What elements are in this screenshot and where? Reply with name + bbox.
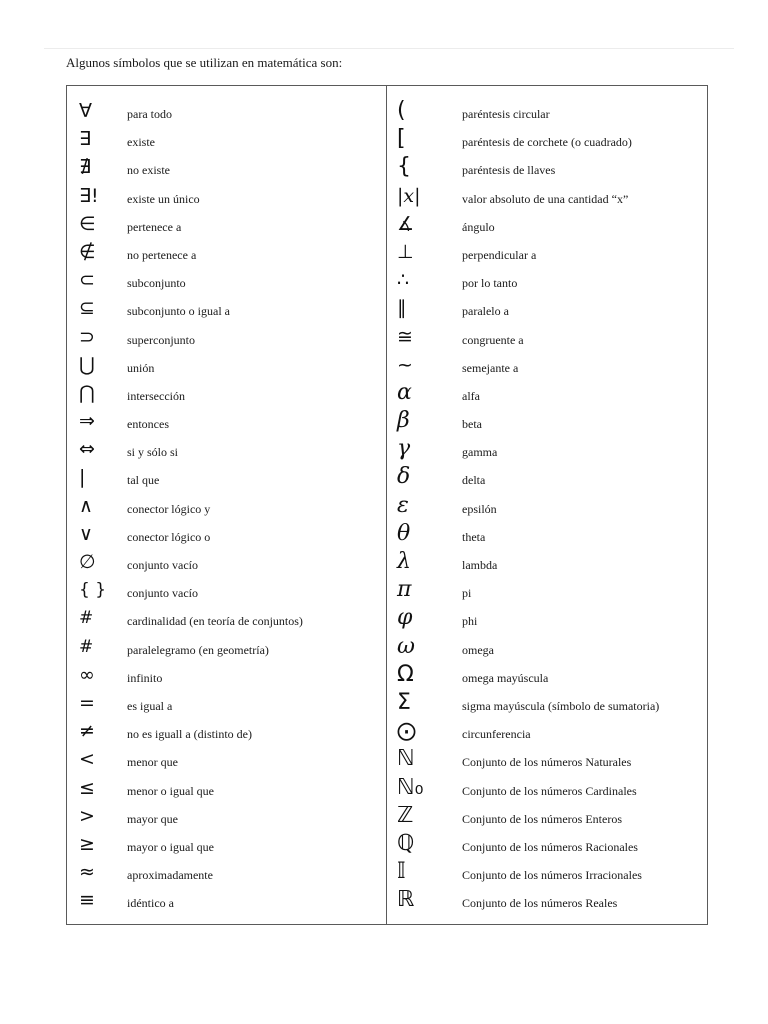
symbol-row	[67, 664, 386, 692]
not-equal-icon: ≠	[79, 720, 95, 743]
symbol-description: congruente a	[462, 332, 524, 347]
symbol-description: mayor que	[127, 811, 178, 826]
greater-or-equal-icon: ≥	[79, 832, 95, 855]
superset-icon: ⊃	[79, 325, 95, 348]
symbol-description: theta	[462, 529, 486, 544]
symbol-description: subconjunto	[127, 276, 186, 291]
symbol-row	[387, 607, 708, 635]
omega-icon: ω	[397, 633, 415, 659]
subset-or-equal-icon: ⊆	[79, 297, 95, 320]
symbol-description: omega mayúscula	[462, 670, 549, 685]
symbol-row	[387, 326, 708, 354]
symbol-row	[67, 382, 386, 410]
symbol-description: Conjunto de los números Racionales	[462, 839, 638, 854]
perpendicular-icon: ⊥	[397, 240, 414, 263]
symbol-description: tal que	[127, 473, 160, 488]
symbol-description: Conjunto de los números Irracionales	[462, 868, 642, 883]
symbol-description: existe un único	[127, 191, 200, 206]
symbol-row	[67, 410, 386, 438]
symbol-description: conector lógico o	[127, 529, 211, 544]
symbol-description: omega	[462, 642, 494, 657]
exists-icon: ∃	[79, 128, 92, 151]
approximately-icon: ≈	[79, 861, 95, 884]
symbol-description: no pertenece a	[127, 247, 197, 262]
symbol-row	[67, 833, 386, 861]
symbol-description: paréntesis de corchete (o cuadrado)	[462, 135, 632, 150]
symbol-description: entonces	[127, 417, 169, 432]
round-bracket-icon: (	[397, 98, 406, 123]
epsilon-icon: ε	[397, 492, 409, 518]
symbol-row	[387, 128, 708, 156]
phi-icon: φ	[397, 605, 413, 631]
for-all-icon: ∀	[79, 100, 92, 122]
naturals-icon: ℕ	[397, 746, 415, 772]
symbol-row	[387, 156, 708, 184]
symbol-row	[67, 889, 386, 917]
symbol-row	[387, 100, 708, 128]
symbol-description: unión	[127, 360, 155, 375]
symbol-row	[67, 466, 386, 494]
logical-or-icon: ∨	[79, 522, 93, 545]
symbol-description: si y sólo si	[127, 445, 179, 460]
symbol-row	[67, 523, 386, 551]
symbol-row	[67, 269, 386, 297]
symbol-row	[387, 492, 708, 523]
symbol-description: epsilón	[462, 501, 497, 516]
integers-icon: ℤ	[397, 802, 414, 828]
symbol-description: para todo	[127, 107, 172, 121]
lambda-icon: λ	[397, 549, 411, 574]
symbol-row	[67, 607, 386, 635]
rationals-icon: ℚ	[397, 830, 415, 856]
symbol-description: intersección	[127, 388, 185, 403]
irrationals-icon: 𝕀	[397, 859, 406, 885]
right-column	[387, 100, 708, 917]
less-than-icon: <	[79, 748, 95, 771]
symbol-description: ángulo	[462, 219, 495, 234]
symbol-description: menor que	[127, 755, 178, 770]
symbol-description: paralelegramo (en geometría)	[127, 642, 269, 657]
symbol-row	[67, 241, 386, 269]
greater-than-icon: >	[79, 804, 95, 827]
element-of-icon: ∈	[79, 212, 96, 235]
symbol-row	[387, 689, 708, 720]
if-and-only-if-icon: ⇔	[79, 438, 95, 461]
symbol-description: lambda	[462, 558, 498, 572]
symbol-row	[67, 805, 386, 833]
congruent-icon: ≅	[397, 325, 413, 348]
symbol-row	[387, 410, 708, 438]
symbol-row	[67, 438, 386, 466]
symbol-description: alfa	[462, 388, 480, 403]
union-icon: ⋃	[79, 353, 95, 376]
gamma-icon: γ	[397, 436, 411, 462]
symbol-description: idéntico a	[127, 896, 174, 911]
symbol-row	[67, 495, 386, 523]
cardinality-icon: #	[79, 608, 94, 629]
symbol-row	[67, 354, 386, 382]
similar-icon: ~	[397, 353, 413, 376]
symbol-description: es igual a	[127, 698, 173, 713]
capital-sigma-icon: Σ	[397, 689, 411, 715]
symbol-row	[387, 354, 708, 382]
less-or-equal-icon: ≤	[79, 776, 95, 799]
symbol-description: phi	[462, 614, 478, 629]
logical-and-icon: ∧	[79, 494, 93, 517]
symbol-row	[67, 579, 386, 607]
angle-icon: ∡	[397, 212, 415, 235]
symbol-description: sigma mayúscula (símbolo de sumatoria)	[462, 698, 660, 713]
symbol-row	[387, 269, 708, 297]
symbol-row	[387, 802, 708, 833]
symbol-description: perpendicular a	[462, 247, 537, 262]
symbol-row	[387, 213, 708, 241]
symbol-description: cardinalidad (en teoría de conjuntos)	[127, 614, 303, 629]
symbol-description: aproximadamente	[127, 868, 213, 883]
symbol-row	[67, 551, 386, 579]
empty-braces-icon: { }	[79, 580, 107, 601]
symbol-row	[67, 185, 386, 213]
symbol-row	[387, 438, 708, 466]
alpha-icon: α	[397, 379, 412, 405]
infinity-icon: ∞	[79, 663, 95, 686]
not-exists-icon: ∄	[79, 156, 92, 179]
symbol-description: superconjunto	[127, 332, 195, 347]
symbol-description: pertenece a	[127, 219, 182, 234]
symbol-row	[387, 661, 708, 692]
symbol-description: pi	[462, 586, 472, 601]
parallel-icon: ∥	[397, 297, 407, 320]
symbol-description: Conjunto de los números Enteros	[462, 811, 622, 826]
symbol-description: gamma	[462, 445, 498, 460]
such-that-icon: |	[79, 466, 86, 489]
symbol-description: conjunto vacío	[127, 586, 198, 601]
implies-icon: ⇒	[79, 410, 95, 433]
intro-text: Algunos símbolos que se utilizan en matemática son:	[66, 55, 343, 70]
symbol-row	[67, 100, 386, 128]
beta-icon: β	[397, 408, 410, 434]
symbol-description: por lo tanto	[462, 276, 518, 291]
symbol-description: Conjunto de los números Cardinales	[462, 783, 637, 798]
therefore-icon: ∴	[397, 269, 410, 292]
symbol-row	[67, 692, 386, 720]
symbol-row	[387, 861, 708, 889]
symbol-row	[387, 551, 708, 579]
symbol-description: Conjunto de los números Reales	[462, 896, 618, 911]
symbol-row	[387, 774, 708, 805]
symbol-row	[67, 720, 386, 748]
absolute-value-icon: |x|	[397, 184, 421, 207]
symbol-row	[67, 213, 386, 241]
reals-icon: ℝ	[397, 887, 415, 913]
symbol-description: menor o igual que	[127, 783, 214, 798]
symbol-row	[387, 297, 708, 325]
symbol-table	[66, 85, 708, 925]
subset-icon: ⊂	[79, 269, 95, 292]
symbol-description: subconjunto o igual a	[127, 304, 230, 319]
symbol-description: circunferencia	[462, 727, 531, 742]
identical-icon: ≡	[79, 889, 95, 912]
symbol-description: semejante a	[462, 360, 519, 375]
symbol-row	[387, 830, 708, 861]
symbol-description: delta	[462, 473, 486, 488]
symbol-description: paralelo a	[462, 304, 509, 319]
left-column	[67, 100, 386, 917]
not-element-of-icon: ∉	[79, 240, 96, 263]
symbol-description: paréntesis circular	[462, 107, 550, 121]
symbol-description: infinito	[127, 670, 163, 685]
symbol-description: existe	[127, 135, 155, 150]
symbol-row	[387, 633, 708, 664]
symbol-description: valor absoluto de una cantidad “x”	[462, 191, 629, 206]
curly-brace-icon: {	[397, 154, 411, 180]
parallelogram-icon: #	[79, 636, 94, 657]
top-divider	[44, 48, 734, 49]
symbol-row	[67, 748, 386, 776]
symbol-row	[67, 636, 386, 664]
symbol-description: conector lógico y	[127, 501, 211, 516]
symbol-description: conjunto vacío	[127, 558, 198, 572]
symbol-row	[67, 326, 386, 354]
equals-icon: =	[79, 691, 95, 714]
symbol-row	[67, 156, 386, 184]
symbol-description: beta	[462, 417, 482, 432]
square-bracket-icon: [	[397, 126, 406, 152]
symbol-description: mayor o igual que	[127, 839, 214, 854]
symbol-row	[67, 297, 386, 325]
symbol-row	[67, 861, 386, 889]
symbol-description: no existe	[127, 163, 170, 178]
symbol-row	[67, 777, 386, 805]
exists-unique-icon: ∃!	[79, 184, 99, 207]
symbol-row	[387, 520, 708, 551]
symbol-row	[387, 720, 708, 748]
symbol-description: no es iguall a (distinto de)	[127, 727, 252, 742]
pi-icon: π	[397, 577, 412, 603]
symbol-description: paréntesis de llaves	[462, 163, 556, 178]
symbol-row	[67, 128, 386, 156]
symbol-row	[387, 379, 708, 410]
symbol-row	[387, 579, 708, 607]
symbol-description: Conjunto de los números Naturales	[462, 755, 632, 770]
symbol-row	[387, 185, 708, 213]
delta-icon: δ	[397, 464, 411, 490]
symbol-row	[387, 466, 708, 494]
symbol-row	[387, 889, 708, 917]
cardinals-icon: ℕ₀	[397, 774, 424, 800]
circumference-icon: ⨀	[397, 720, 416, 743]
theta-icon: θ	[397, 520, 411, 546]
symbol-row	[387, 748, 708, 776]
empty-set-icon: ∅	[79, 551, 96, 573]
intersection-icon: ⋂	[79, 381, 95, 404]
symbol-row	[387, 241, 708, 269]
capital-omega-icon: Ω	[397, 661, 414, 687]
